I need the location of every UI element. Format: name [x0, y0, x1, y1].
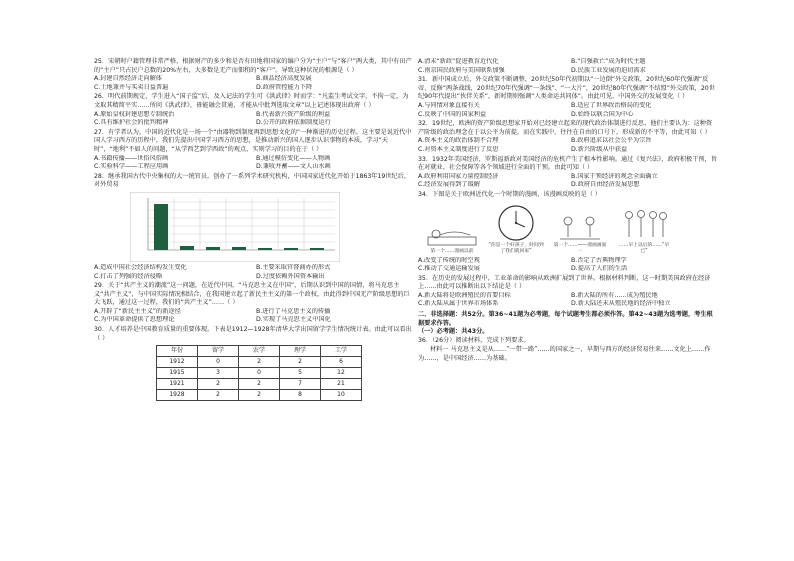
options — [418, 173, 718, 190]
bar-7 — [310, 248, 324, 250]
option-d: D.政府管控能力下降 — [256, 83, 313, 91]
question-28 — [94, 173, 412, 281]
subsection-heading: （一）必考题：共43分。 — [418, 328, 489, 336]
question-text: 30．人才培养是中国教育质量的重要体现。下表是1912—1928年清华大学出国留学学生情况统计表。由此可以看出（ ） — [94, 326, 412, 342]
option-d: D.公开的政府依据制度运行 — [256, 119, 331, 127]
option-a: A.与同情对象直接有关 — [418, 101, 480, 109]
question-27 — [94, 129, 412, 172]
options — [418, 292, 718, 309]
option-c: C.推动了交通运输发展 — [418, 265, 480, 273]
option-c: C.打击了列强的经济侵略 — [94, 272, 163, 280]
question-33 — [418, 156, 718, 190]
option-b: B.否定了古典物理学 — [571, 256, 627, 264]
option-d: D.政府自由经济发展思想 — [571, 181, 640, 189]
caption: ……早上以后的……“早已” — [618, 242, 670, 254]
option-c: C.南京国民政府与美国联系加强 — [418, 66, 505, 74]
option-b: B.适应了世界政治格局的变化 — [571, 101, 652, 109]
question-32 — [418, 120, 718, 154]
bar-2 — [180, 246, 194, 250]
crowd-icon — [619, 207, 669, 243]
option-d: D.兼收并蓄——文人山水画 — [256, 163, 331, 171]
table-cell: 8 — [280, 390, 321, 401]
option-d: D.始终以联合国为中心 — [571, 110, 634, 118]
option-a: A.造成中国社会经济结构发生变化 — [94, 263, 187, 271]
option-b: B.代表新兴资产阶级的利益 — [256, 110, 331, 118]
option-b: B.“自强救亡”成为时代主题 — [571, 58, 646, 65]
question-text: 27．有学者认为，中国的近代化是一场一个“由器物到制度再到思想文化的”一种渐进的历史过程。这主要是说近代中国人学习西方的历程中，我们先提出中国学习西方的思想，是推动新兴的国人逐步认识事物的本质，学习“天时”，“地利”不如人的问题，“从学西艺到学西政”的观点，实则学习的目的在于（ ） — [94, 128, 412, 153]
option-a: A.封建自然经济走向解体 — [94, 75, 162, 83]
option-c: C.对资本主义制度进行了反思 — [418, 145, 499, 153]
clock-icon — [494, 203, 538, 243]
table-row — [157, 390, 362, 401]
section-heading: 二、非选择题：共52分。第36~41题为必考题，每个试题考生都必须作答。第42~43题为选考题，考生根据要求作答。 — [418, 311, 713, 327]
question-30-options — [418, 58, 718, 75]
figures-icon — [552, 213, 608, 243]
question-34 — [418, 191, 718, 274]
bar-3 — [206, 247, 220, 250]
reading-passage: 材料一 马克思主义是从……“一带一路”……的国家之一，早期与西方的经济贸易往来……文化上……作为……，是中国经济……为基础。 — [418, 346, 711, 363]
table-cell: 1915 — [157, 368, 198, 379]
sleeping-figure-icon — [424, 219, 480, 249]
options — [94, 155, 412, 172]
table-header-cell: 年份 — [157, 346, 198, 357]
option-c: C.反映了中国的国家利益 — [418, 110, 487, 118]
table-header-cell: 工学 — [321, 346, 362, 357]
chart-svg — [130, 192, 340, 262]
options — [418, 257, 718, 274]
table-header-row — [157, 346, 362, 357]
table-cell: 21 — [321, 379, 362, 390]
bar-4 — [232, 247, 246, 250]
options — [94, 264, 412, 281]
table-cell: 1928 — [157, 390, 198, 401]
question-26 — [94, 93, 412, 127]
question-31 — [418, 76, 718, 119]
table-cell: 2 — [198, 390, 239, 401]
cartoon-panel-2 — [488, 203, 544, 255]
table-cell: 0 — [198, 357, 239, 368]
question-text: 28．继承我国古代中央集权的大一统官员，创办了一系列学术研究机构，中国国家近代化开始于1863年19世纪后，对外贸易 — [94, 172, 411, 189]
options — [418, 58, 718, 75]
cartoon-strip — [424, 203, 718, 255]
table-header-cell: 理学 — [280, 346, 321, 357]
table-cell: 1921 — [157, 379, 198, 390]
table-cell: 3 — [198, 368, 239, 379]
caption: 第一个……漫画以前 — [430, 248, 474, 254]
question-text: 35．在历史的发展过程中，工业革命的影响从欧洲扩展到了世界。根据材料判断，这一时期美国政府在经济上……由此可以推断出以下结论是（ ） — [418, 274, 711, 291]
option-a: A.原始皇权封建思想专制统治 — [94, 110, 175, 118]
options — [418, 102, 718, 119]
option-b: B.商品经济高度发展 — [256, 75, 312, 83]
option-d: D.实现了马克思主义中国化 — [256, 316, 331, 324]
table-cell: 2 — [239, 357, 280, 368]
question-text: 29．关于“共产主义的潮流”这一问题，在近代中国，“马克思主义在中国”，后期认识到中国的国情，将马克思主义“共产主义”，与中国实际情况相结合，在我国建立起了新民主主义的第一个政权，由此得到中国无产阶级思想的巨大飞跃，通过这一过程，我们的“共产主义”……（ ） — [94, 282, 410, 307]
option-d: D.过度依赖外国资本输出 — [256, 272, 325, 280]
option-d: D.新兴阶级从中获益 — [571, 145, 628, 153]
table-cell: 1912 — [157, 357, 198, 368]
table-row — [157, 368, 362, 379]
table-row — [157, 379, 362, 390]
table-cell: 2 — [239, 390, 280, 401]
option-a: A.政府利用国家力量控制经济 — [418, 172, 499, 180]
option-a: A.新大陆将是欧洲殖民的首要目标 — [418, 291, 511, 299]
table-cell: 2 — [239, 379, 280, 390]
right-column — [418, 58, 718, 364]
bar-6 — [284, 248, 298, 250]
table-header-cell: 留学 — [198, 346, 239, 357]
left-column — [94, 58, 412, 403]
data-table — [156, 345, 362, 401]
option-c: C.实验科学——工程应用画 — [94, 163, 169, 171]
question-35 — [418, 275, 718, 309]
table-cell: 2 — [280, 357, 321, 368]
question-text: 32．19世纪，欧洲的资产阶级思想家开始对已经建立起来的现代政治体制进行反思，他们主要认为：这种资产阶级的政治理念在于以公平为前提，而在实践中，往往在自由的口号下，形成新的不平等，由此可知（ ） — [418, 120, 713, 136]
question-text: 26．明代前期规定，学生进入“国子监”后，及入记法的学生可《洪武律》时而学：“凡监生考试文字，不拘一定，为文取其精简平实……所问《洪武律》，毋能融会贯通，才能从中批判选取文章”以上记述体现出政府（ ） — [94, 93, 409, 109]
option-c: C.新大陆从属于世界市场体系 — [418, 300, 499, 308]
option-a: A.清末“新政”促进教育近代化 — [418, 58, 499, 65]
bar-5 — [258, 248, 272, 250]
option-c: C.具有维护社会的批判精神 — [94, 119, 169, 127]
cartoon-panel-1 — [424, 219, 480, 255]
question-30 — [94, 326, 412, 401]
table-row — [157, 357, 362, 368]
option-b: B.进行了马克思主义的传播 — [256, 307, 331, 315]
option-d: D.提高了人们的生活 — [571, 265, 628, 273]
option-b: B.新大陆的所有……成为殖民地 — [571, 291, 658, 299]
option-a: A.资本主义的政治体制不合理 — [418, 137, 499, 145]
question-25 — [94, 58, 412, 92]
option-b: B.政府追求以社会公平为宗旨 — [571, 137, 652, 145]
options — [94, 308, 412, 325]
option-d: D.新大陆还未从殖民地的经济中独立 — [571, 300, 671, 308]
question-text: 25．宋朝时户籍管理非常严格，根据财产的多少和是否有田地将国家的编户分为“主户”与“客户”两大类，其中有田产的“主户”只占民户总数的20%左右，大多数是无产而佃租的“客户”。导致这种状况的根源是（ ） — [94, 58, 412, 74]
table-cell: 10 — [321, 390, 362, 401]
option-a: A.书籍传播——世俗风俗画 — [94, 154, 169, 162]
table-header-cell: 农学 — [239, 346, 280, 357]
caption: 第一个……——漫画画面一 — [553, 242, 607, 254]
question-36: 36．（26分）阅读材料，完成下列要求。 — [418, 336, 530, 344]
question-text: 34．下图是关于欧洲近代化一个时期的漫画，该漫画反映的是（ ） — [418, 190, 602, 198]
table-cell: 2 — [198, 379, 239, 390]
table-cell: 5 — [280, 368, 321, 379]
table-cell: 12 — [321, 368, 362, 379]
option-b: B.国家干预经济的观念全面确立 — [571, 172, 658, 180]
option-c: C.经济发展得到了缓解 — [418, 181, 480, 189]
option-d: D.民族工业发展的迫切需求 — [571, 66, 646, 74]
table-cell: 0 — [239, 368, 280, 379]
cartoon-panel-3 — [552, 213, 608, 255]
table-cell: 7 — [280, 379, 321, 390]
option-a: A.开辟了“新民主主义”的新途径 — [94, 307, 181, 315]
caption: “你是一个好孩子，时间到了我们就回家” — [488, 242, 544, 254]
options — [418, 137, 718, 154]
bar-chart-figure — [130, 192, 340, 262]
option-b: B.主要采取官督商办的形式 — [256, 263, 331, 271]
option-b: B.通过模仿变化——人物画 — [256, 154, 331, 162]
question-text: 31．新中国成立后，外交政策不断调整，20世纪50年代初期以“一边倒”外交政策，20世纪60年代强调“反帝、反修”两条战线，20世纪70年代强调“一条线”、“一大片”，20世纪80年代强调“不结盟”外交政策，20世纪90年代提出“伙伴关系”，新时期则强调“人类命运共同体”。由此可见，中国外交的发展变化（ ） — [418, 76, 715, 101]
question-29 — [94, 282, 412, 325]
bar-1 — [154, 204, 168, 250]
table-cell: 6 — [321, 357, 362, 368]
question-text: 33．1932年美国经济，罗斯福新政对美国经济的危机产生了根本性影响。通过《复兴法》，政府积极干预，旨在对就业、社会保障等各个领域进行全面的干预。由此可知（ ） — [418, 155, 717, 172]
option-c: C.为中国革命提供了思想理论 — [94, 316, 175, 324]
option-a: A.改变了传统的时空观 — [418, 256, 480, 264]
cartoon-panel-4 — [616, 207, 672, 255]
options — [94, 111, 412, 128]
options — [94, 75, 412, 92]
option-c: C.土地兼并与买卖日益普遍 — [94, 83, 169, 91]
